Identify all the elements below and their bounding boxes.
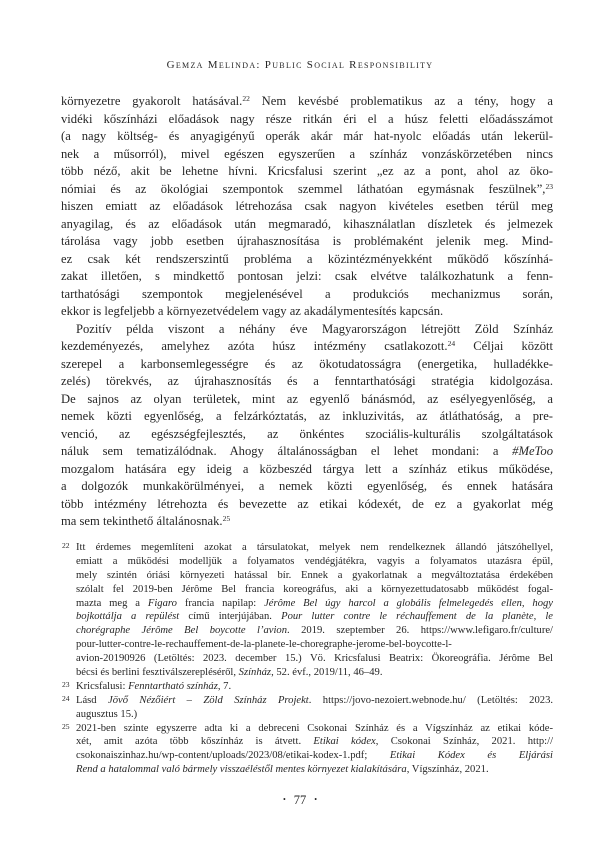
- footnote-22: [61, 541, 553, 680]
- italic-text: Fenntartható színház: [128, 680, 218, 692]
- italic-text: chorégraphe Jérôme Bel boycotte l’avion: [76, 625, 288, 637]
- text-line: nómiai és az ökológiai szempontok szemmel láthatóan egymásnak feszülnek”,$^{23}$: [61, 181, 553, 196]
- paragraph: [61, 93, 553, 321]
- italic-text: bojkottálja a repülést: [76, 611, 180, 623]
- text-line: nek a műsorról), mivel egészen egyszerűen a színház vonzáskörzetében nincs: [61, 146, 553, 161]
- text-line: (a nagy költség- és anyagigényű operák akár már hat-nyolc előadás után lekerül-: [61, 129, 553, 143]
- footnote-number: 25: [62, 721, 70, 731]
- italic-text: Jérôme Bel úgy harcol a globális felmelegedés ellen, hogy: [264, 597, 553, 609]
- footnote-number: 24: [62, 693, 70, 703]
- running-head: Gemza Melinda: Public Social Responsibility: [166, 59, 434, 71]
- text-line: Kricsfalusi: Fenntartható színház, 7.: [76, 680, 232, 692]
- text-line: chorégraphe Jérôme Bel boycotte l’avion. 2019. szeptember 26. https://www.lefigaro.fr/culture/: [76, 625, 553, 637]
- text-line: Pozitív példa viszont a néhány éve Magyarországon létrejött Zöld Színház: [76, 321, 553, 336]
- text-line: bojkottálja a repülést című interjújában. Pour lutter contre le réchauffement de la planète, le: [76, 611, 553, 623]
- text-line: náluk sem tematizálódnak. Ahogy általánosságban el lehet mondani: a #MeToo: [61, 444, 553, 458]
- footer-bullet-left: •: [282, 795, 286, 804]
- text-line: Rend a hatalommal való bármely visszaéléstől mentes környezet kialakítására, Vígszínház, 2021.: [76, 764, 489, 776]
- italic-text: Rend a hatalommal való bármely visszaéléstől mentes környezet kialakítására: [76, 764, 407, 776]
- text-line: a dolgozók munkakörülményei, a nemek közti egyenlőség, és ennek hatására: [61, 479, 553, 493]
- page-footer: [0, 793, 600, 808]
- footnote-number: 22: [62, 541, 70, 550]
- italic-text: Etikai Kódex és Eljárási: [389, 750, 553, 762]
- text-line: bécsi és berlini fesztiválszerepléséről, Színház, 52. évf., 2019/11, 46–49.: [76, 667, 383, 679]
- footnote-25: [61, 722, 553, 778]
- text-line: több intézmény létrehozta és bevezette az etikai kódexét, de ez a gyakorlat még: [61, 496, 553, 511]
- text-line: avion-20190926 (Letöltés: 2023. december 15.) Vö. Kricsfalusi Beatrix: Ökoreográfia. Jérôme Bel: [76, 653, 553, 665]
- text-line: nemek közti egyenlőség, a felzárkóztatás, az inkluzivitás, az átláthatóság, a pre-: [61, 409, 553, 423]
- italic-text: Figaro: [147, 597, 177, 609]
- italic-text: Pour lutter contre le réchauffement de la planète, le: [281, 611, 553, 623]
- footer-bullet-right: •: [314, 795, 318, 804]
- italic-text: Jövő Nézőiért – Zöld Színház Projekt: [108, 694, 309, 706]
- text-line: xét, amit azóta több kőszínház is átvett. Etikai kódex, Csokonai Színház, 2021. http://: [76, 736, 553, 748]
- text-line: szólalt fel 2019-ben Jérôme Bel francia koreográfus, aki a környezettudatosabb működést fogal-: [76, 583, 553, 595]
- text-line: augusztus 15.): [76, 708, 138, 720]
- italic-text: Etikai kódex: [313, 736, 376, 748]
- footnote-23: [61, 680, 553, 694]
- text-line: csokonaiszinhaz.hu/wp-content/uploads/2023/08/etikai-kodex-1.pdf; Etikai Kódex és Eljárási: [76, 750, 553, 762]
- text-line: mely szintén óriási környezeti hatással bír. Ennek a gyakorlatnak a megváltoztatása érdekében: [76, 569, 553, 581]
- body-text: [61, 93, 553, 531]
- text-line: anyagilag, és az előadások után megmaradó, kihasználatlan díszletek és jelmezek: [61, 216, 553, 231]
- text-line: kezdeményezés, amelyhez azóta húsz intézmény csatlakozott.$^{24}$ Céljai között: [61, 339, 553, 353]
- footnote-24: [61, 694, 553, 722]
- text-line: környezetre gyakorolt hatásával.$^{22}$ Nem kevésbé problematikus az a tény, hogy a: [61, 94, 553, 108]
- footnote-reference: 24: [447, 339, 456, 349]
- text-line: emiatt a működési modelljük a folyamatos vendégjátékra, vagyis a folyamatos utazásra épül,: [76, 555, 553, 567]
- footnote-reference: 23: [545, 181, 553, 191]
- text-line: több néző, akit be lehetne hívni. Kricsfalusi szerint „ez az a pont, ahol az öko-: [61, 164, 553, 178]
- text-line: ekkor is legfeljebb a környezetvédelem vagy az akadálymentesítés kapcsán.: [61, 304, 444, 318]
- text-line: ez csak két rendszerszintű probléma a közintézményekként működő kőszínhá-: [61, 251, 553, 266]
- text-line: hiszen emiatt az előadások létrehozása csak nagyon kivételes esetben térül meg: [61, 199, 553, 213]
- text-line: tarthatósági szempontok megjelenésével a produkciós mechanizmus során,: [61, 286, 553, 301]
- text-line: De sajnos az olyan területek, mint az egyenlő bánásmód, az esélyegyenlőség, a: [61, 391, 553, 406]
- text-line: ma sem tekinthető általánosnak.$^{25}$: [61, 514, 231, 528]
- italic-text: Színház: [238, 667, 272, 679]
- text-line: Lásd Jövő Nézőiért – Zöld Színház Projekt. https://jovo-nezoiert.webnode.hu/ (Letöltés: 2023.: [76, 694, 553, 706]
- text-line: zelés) törekvés, az újrahasznosítás és a fenntarthatósági stratégia kidolgozása.: [61, 374, 553, 388]
- footnote-number: 23: [62, 679, 70, 689]
- footnote-reference: 22: [242, 94, 250, 104]
- text-line: 2021-ben szinte egyszerre adta ki a debreceni Csokonai Színház és a Vígszínház az etikai kóde-: [76, 722, 553, 734]
- text-line: tárolása vagy jobb esetben újrahasznosítása is problémaként jelenik meg. Mind-: [61, 234, 553, 248]
- footnote-reference: 25: [222, 514, 231, 524]
- paragraph: [61, 321, 553, 531]
- text-line: vidéki kőszínházi előadások nagy része ritkán éri el a húsz feletti előadásszámot: [61, 111, 553, 126]
- footnotes-section: [61, 541, 553, 777]
- text-line: szerepel a karbonsemlegességre és az ökotudatosságra (energetika, hulladékke-: [61, 356, 553, 371]
- text-line: pour-lutter-contre-le-rechauffement-de-la-planete-le-choregraphe-jerome-bel-boycotte-l-: [76, 639, 452, 651]
- text-line: mozgalom hatására egy ideig a közbeszéd tárgya lett a színház etikus működése,: [61, 461, 553, 476]
- text-line: mazta meg a Figaro francia napilap: Jérôme Bel úgy harcol a globális felmelegedés ellen, hogy: [76, 597, 553, 609]
- italic-text: #MeToo: [512, 444, 553, 458]
- page-number: 77: [293, 793, 307, 807]
- text-line: zakat illetően, s mindkettő pontosan jelzi: csak elvétve találkozhatunk a fenn-: [61, 269, 553, 283]
- text-line: venció, az egészségfejlesztés, az önkéntes szociális-kulturális szolgáltatások: [61, 426, 553, 441]
- text-line: Itt érdemes megemlíteni azokat a társulatokat, melyek nem rendelkeznek állandó játszóhellyel,: [76, 542, 553, 553]
